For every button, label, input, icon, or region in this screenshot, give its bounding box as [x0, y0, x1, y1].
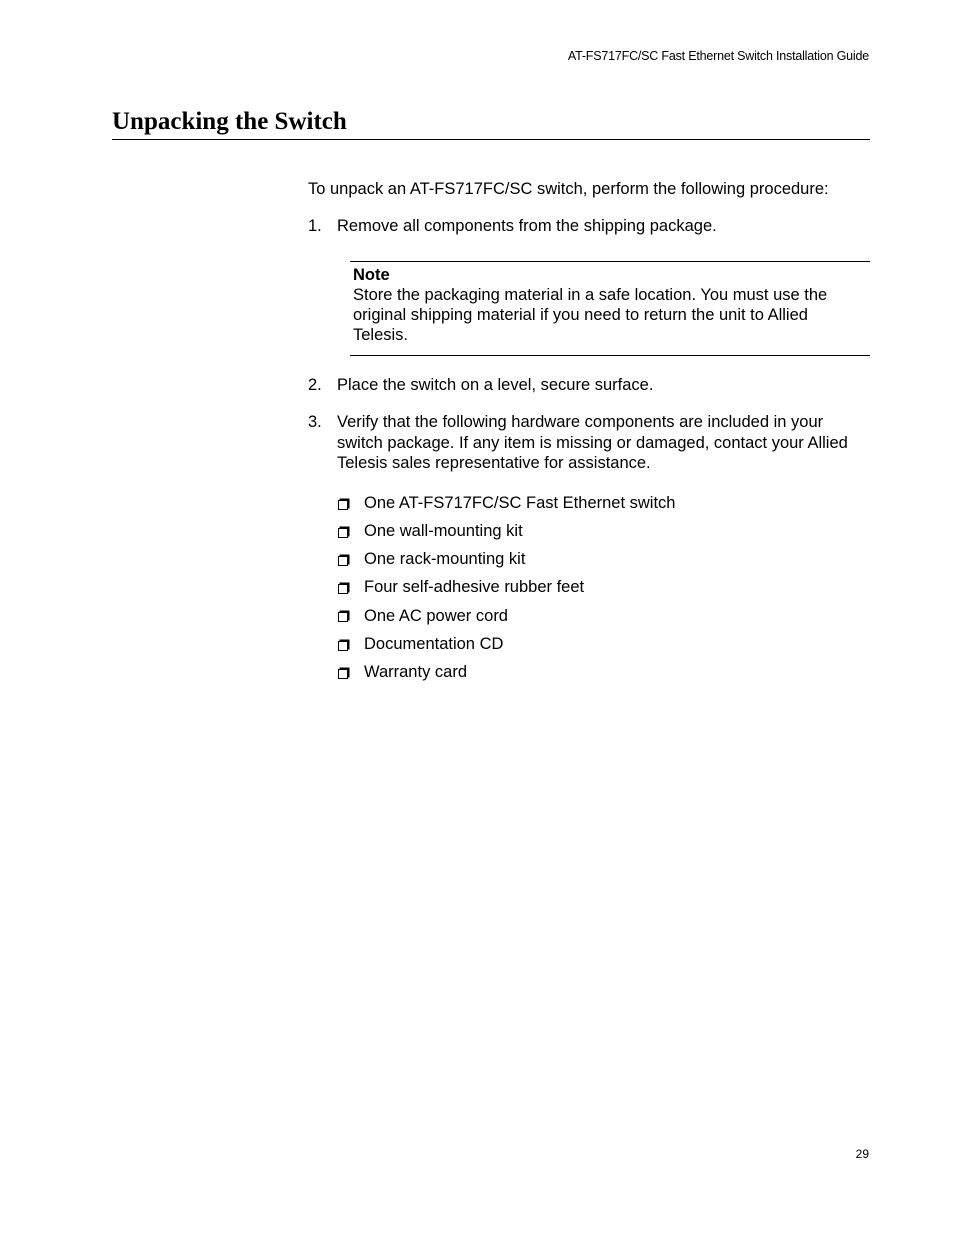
list-item-label: One rack-mounting kit	[364, 550, 526, 569]
note-body: Store the packaging material in a safe location. You must use the original shipping material if you need to return the unit to Allied Telesis.	[353, 286, 828, 344]
list-item	[336, 602, 675, 630]
list-item	[336, 658, 675, 686]
step-text: Verify that the following hardware components are included in your switch package. If any item is missing or damaged, contact your Allied Telesis sales representative for assistance.	[337, 413, 848, 472]
intro-paragraph: To unpack an AT-FS717FC/SC switch, perform the following procedure:	[308, 180, 829, 198]
list-item	[336, 574, 675, 602]
running-header: AT-FS717FC/SC Fast Ethernet Switch Installation Guide	[567, 49, 869, 63]
list-item-label: One AT-FS717FC/SC Fast Ethernet switch	[364, 493, 676, 512]
step-3	[308, 412, 870, 474]
checkbox-bullet-icon	[338, 584, 348, 594]
list-item-label: Four self-adhesive rubber feet	[364, 578, 585, 597]
title-rule	[112, 139, 870, 140]
list-item-label: One AC power cord	[364, 606, 508, 625]
list-item-label: Documentation CD	[364, 634, 504, 653]
step-2	[308, 375, 870, 396]
checkbox-bullet-icon	[338, 641, 348, 651]
checkbox-bullet-icon	[338, 528, 348, 538]
step-number: 2.	[308, 376, 322, 394]
component-list	[336, 489, 675, 686]
list-item-label: One wall-mounting kit	[364, 522, 523, 541]
note-box	[350, 261, 870, 356]
note-heading: Note	[353, 266, 390, 284]
step-number: 3.	[308, 413, 322, 431]
step-1	[308, 216, 870, 237]
section-title: Unpacking the Switch	[112, 108, 347, 135]
list-item	[336, 545, 675, 573]
checkbox-bullet-icon	[338, 500, 348, 510]
list-item-label: Warranty card	[364, 662, 467, 681]
step-text: Place the switch on a level, secure surface.	[337, 376, 654, 394]
page-number: 29	[855, 1147, 869, 1161]
list-item	[336, 517, 675, 545]
step-number: 1.	[308, 217, 322, 235]
checkbox-bullet-icon	[338, 612, 348, 622]
step-text: Remove all components from the shipping package.	[337, 217, 717, 235]
list-item	[336, 489, 675, 517]
checkbox-bullet-icon	[338, 556, 348, 566]
list-item	[336, 630, 675, 658]
checkbox-bullet-icon	[338, 669, 348, 679]
